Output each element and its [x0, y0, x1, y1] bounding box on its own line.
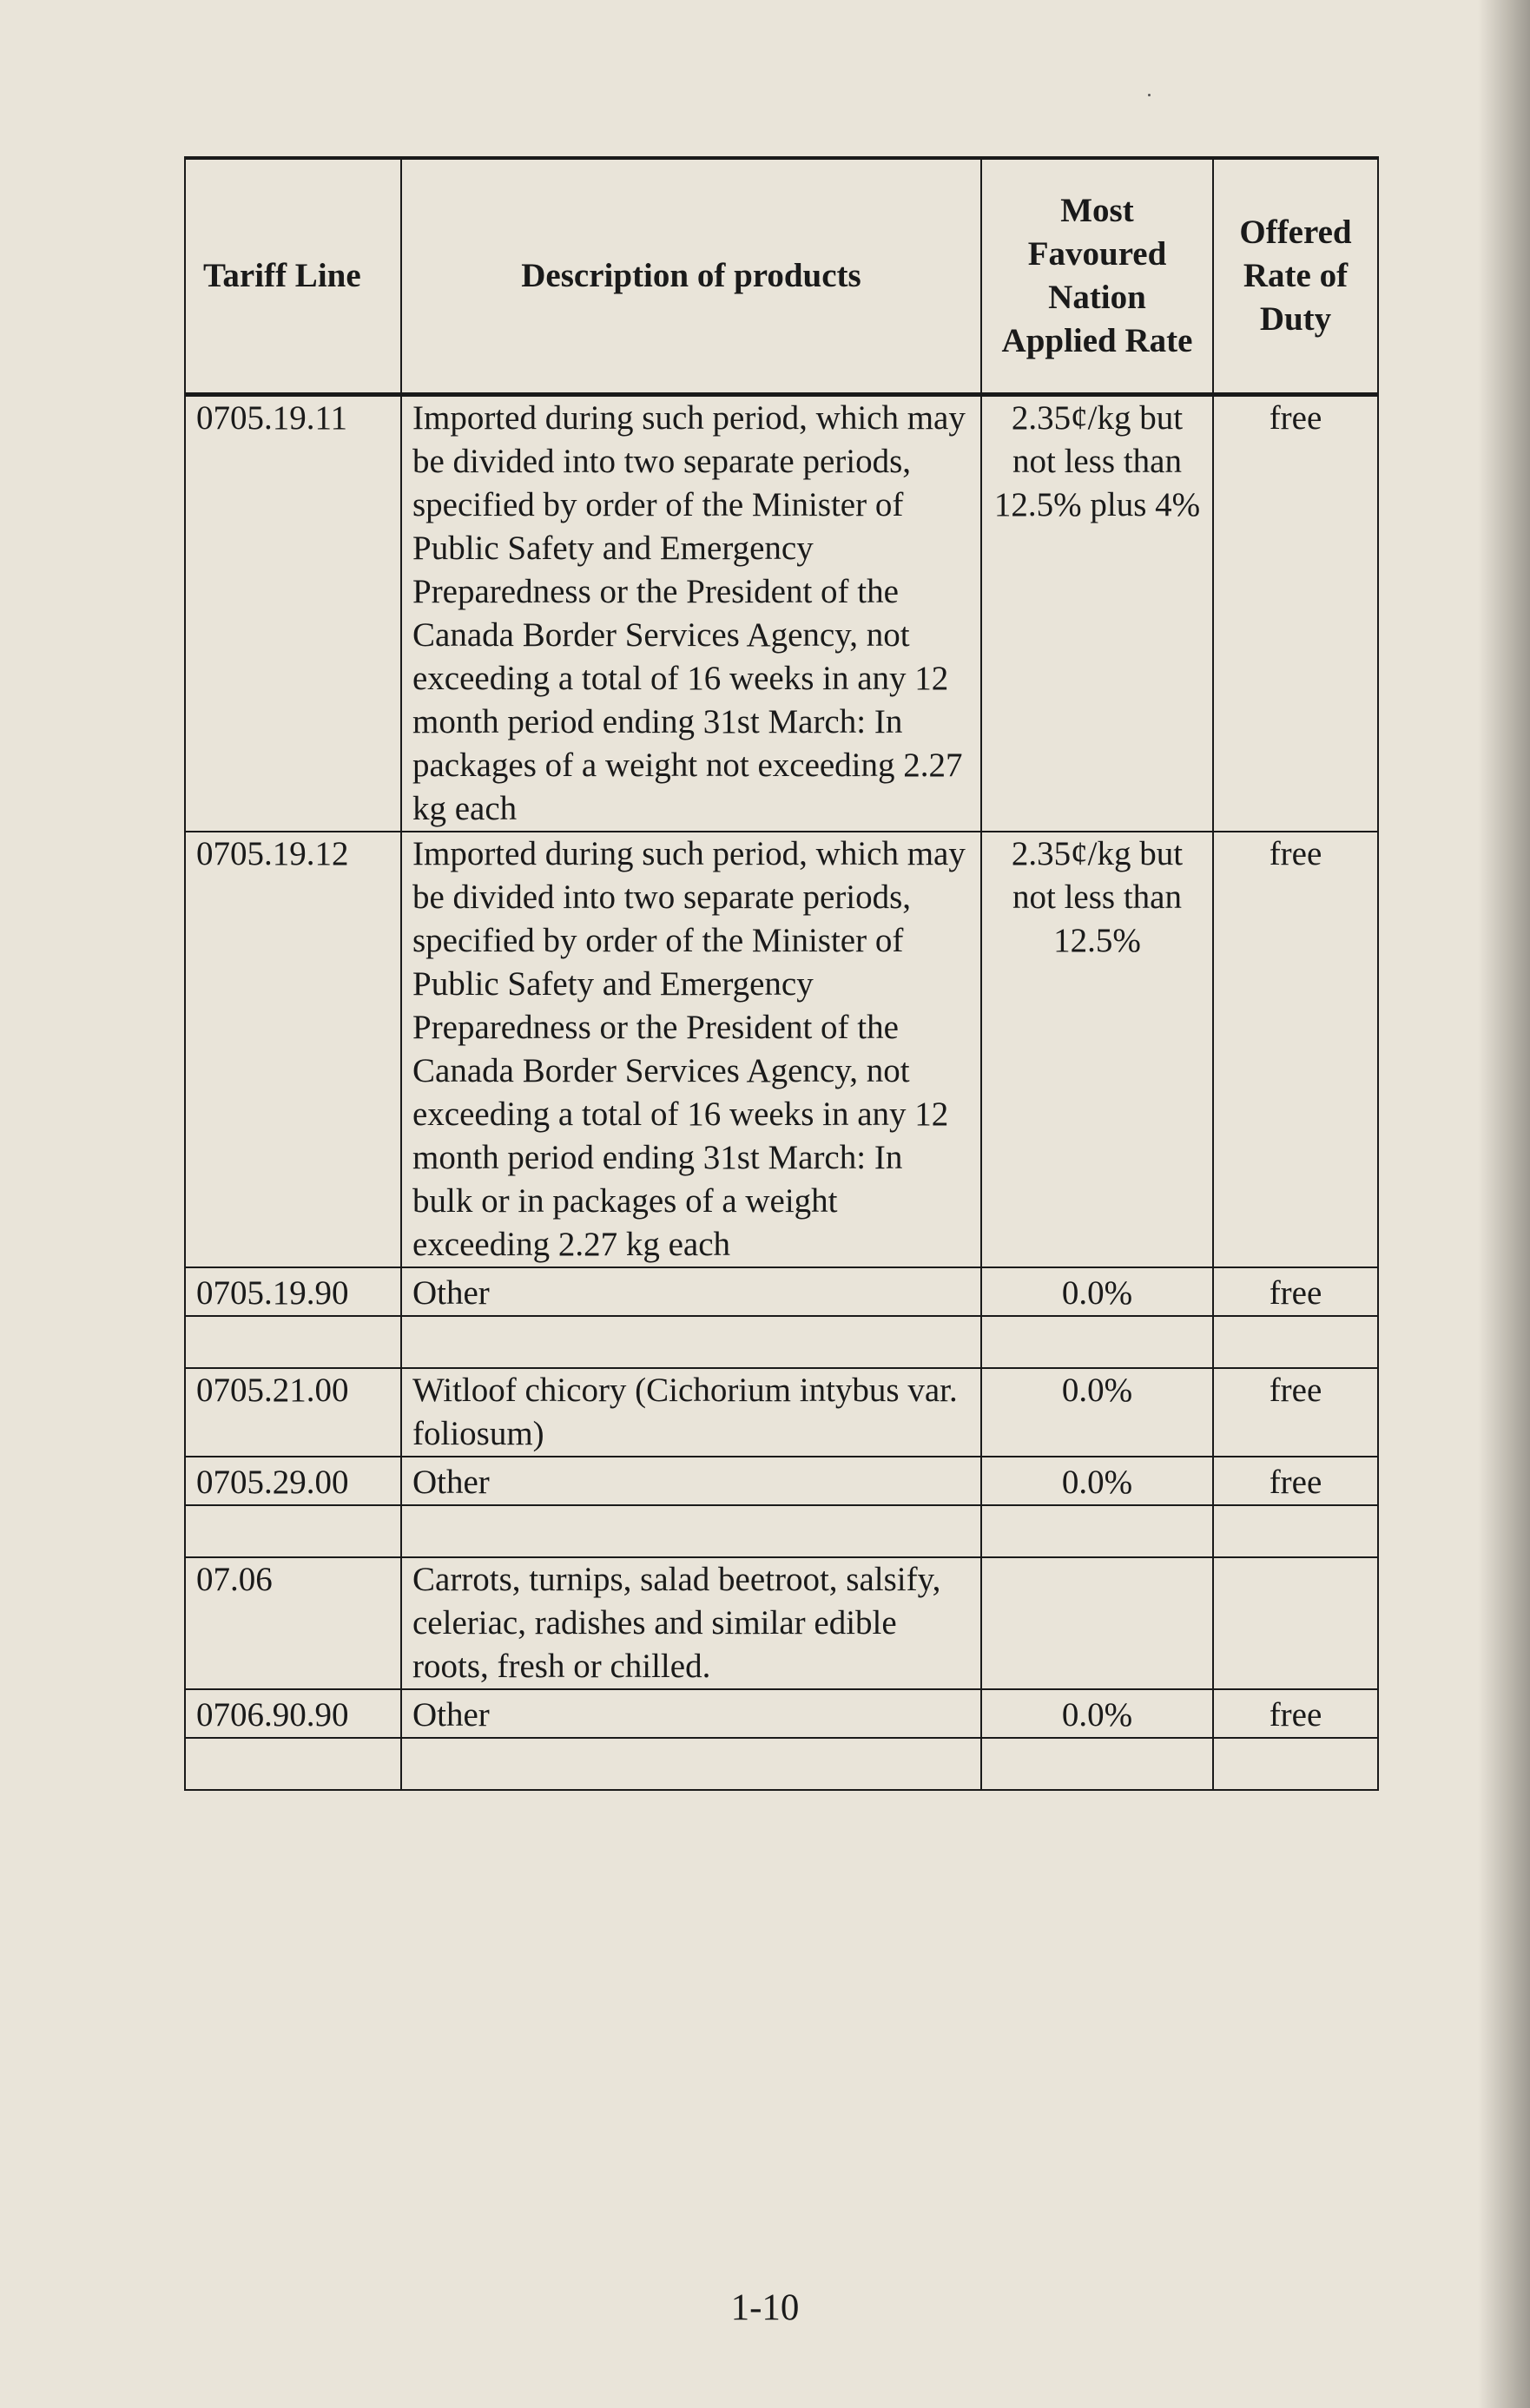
tariff-code: 0705.19.90	[185, 1267, 401, 1316]
tariff-code: 07.06	[185, 1557, 401, 1689]
offered-rate: free	[1213, 1267, 1378, 1316]
product-description: Other	[401, 1457, 981, 1505]
offered-rate: free	[1213, 394, 1378, 832]
speck-mark	[1148, 94, 1151, 96]
mfn-rate: 0.0%	[981, 1457, 1213, 1505]
table-row	[185, 1368, 1378, 1457]
offered-rate: free	[1213, 832, 1378, 1267]
table-row	[185, 394, 1378, 832]
product-description: Carrots, turnips, salad beetroot, salsify, celeriac, radishes and similar edible roots, fresh or chilled.	[401, 1557, 981, 1689]
header-tariff-line: Tariff Line	[185, 158, 401, 394]
product-description: Witloof chicory (Cichorium intybus var. foliosum)	[401, 1368, 981, 1457]
mfn-rate: 0.0%	[981, 1368, 1213, 1457]
tariff-table	[184, 156, 1379, 1791]
header-description: Description of products	[401, 158, 981, 394]
offered-rate	[1213, 1557, 1378, 1689]
table-row	[185, 1457, 1378, 1505]
product-description: Imported during such period, which may be divided into two separate periods, specified by order of the Minister of Public Safety and Emergency Preparedness or the President of the Canada Border Services Agency, not exceeding a total of 16 weeks in any 12 month period ending 31st March: In bulk or in packages of a weight exceeding 2.27 kg each	[401, 832, 981, 1267]
mfn-rate: 0.0%	[981, 1689, 1213, 1738]
tariff-code: 0705.21.00	[185, 1368, 401, 1457]
page-edge-shadow	[1478, 0, 1530, 2408]
table-header-row	[185, 158, 1378, 394]
table-row	[185, 832, 1378, 1267]
table-row	[185, 1557, 1378, 1689]
tariff-code: 0705.19.12	[185, 832, 401, 1267]
offered-rate: free	[1213, 1368, 1378, 1457]
mfn-rate	[981, 1557, 1213, 1689]
table-row-empty	[185, 1738, 1378, 1790]
mfn-rate: 0.0%	[981, 1267, 1213, 1316]
header-mfn-rate: Most Favoured Nation Applied Rate	[981, 158, 1213, 394]
table-row	[185, 1267, 1378, 1316]
header-offered-rate: Offered Rate of Duty	[1213, 158, 1378, 394]
page-number: 1-10	[730, 2287, 800, 2328]
tariff-code: 0705.29.00	[185, 1457, 401, 1505]
offered-rate: free	[1213, 1689, 1378, 1738]
product-description: Imported during such period, which may be divided into two separate periods, specified by order of the Minister of Public Safety and Emergency Preparedness or the President of the Canada Border Services Agency, not exceeding a total of 16 weeks in any 12 month period ending 31st March: In packages of a weight not exceeding 2.27 kg each	[401, 394, 981, 832]
mfn-rate: 2.35¢/kg but not less than 12.5% plus 4%	[981, 394, 1213, 832]
table-row-empty	[185, 1505, 1378, 1557]
mfn-rate: 2.35¢/kg but not less than 12.5%	[981, 832, 1213, 1267]
table-row	[185, 1689, 1378, 1738]
table-row-empty	[185, 1316, 1378, 1368]
tariff-code: 0706.90.90	[185, 1689, 401, 1738]
product-description: Other	[401, 1267, 981, 1316]
product-description: Other	[401, 1689, 981, 1738]
tariff-code: 0705.19.11	[185, 394, 401, 832]
offered-rate: free	[1213, 1457, 1378, 1505]
